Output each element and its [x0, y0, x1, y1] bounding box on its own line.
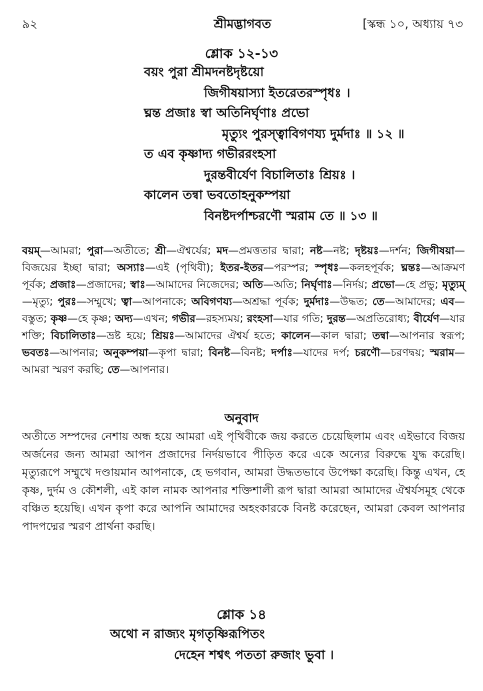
synonym-meaning: —কৃপা দ্বারা; [148, 347, 209, 359]
synonym-word: এব [440, 296, 455, 308]
verse-14-text [44, 624, 483, 665]
synonym-word: ত্বা [121, 296, 132, 308]
synonym-meaning: —নির্দয়; [332, 279, 372, 291]
synonym-word: শ্রিয়ঃ [151, 330, 175, 342]
synonym-meaning: —আমাদের; [384, 296, 441, 308]
synonym-meaning: —চরণদ্বয়; [380, 347, 430, 359]
synonym-meaning: —ঐশ্বর্যের; [166, 245, 217, 257]
synonym-meaning: —প্রজাদের; [76, 279, 131, 291]
synonym-meaning: —আপনার। [119, 364, 169, 376]
synonym-meaning: —রহস্যময়; [195, 313, 247, 325]
synonym-word: চরণৌ [354, 347, 381, 359]
synonym-meaning: —বিনষ্ট; [230, 347, 272, 359]
verse-line: বয়ং পুরা শ্রীমদনষ্টদৃষ্টয়ো [144, 64, 264, 79]
synonym-word: শ্রী [155, 245, 167, 257]
verse-14-label: শ্লোক ১৪ [216, 607, 267, 623]
synonym-word: বিচালিতাঃ [50, 330, 97, 342]
synonym-meaning: —পরস্পর; [263, 262, 316, 274]
synonym-meaning: —প্রমত্ততার দ্বারা; [228, 245, 310, 257]
synonym-word: কৃষ্ণ [50, 313, 68, 325]
synonym-meaning: —কাল দ্বারা; [310, 330, 373, 342]
synonym-meaning: —এই (পৃথিবী); [145, 262, 221, 274]
synonym-word: বীর্যেণ [413, 313, 440, 325]
synonym-word: প্রভো [371, 279, 395, 291]
synonym-meaning: —অতি; [263, 279, 302, 291]
synonym-word: নির্ঘৃণাঃ [301, 279, 333, 291]
verse-line: অথো ন রাজ্যং মৃগতৃষ্ণিরূপিতং [110, 626, 265, 641]
synonym-word: তে [372, 296, 385, 308]
synonym-word: কালেন [281, 330, 311, 342]
verse-line: বিনষ্টদর্পাশ্চরণৌ স্মরাম তে ॥ ১৩ ॥ [204, 207, 378, 223]
synonym-meaning: —উদ্ধত; [329, 296, 373, 308]
synonym-word: দৃষ্টয়ঃ [355, 245, 379, 257]
verse-line: জিগীষয়াস্যা ইতরেতরস্পৃধঃ । [204, 84, 351, 100]
translation-text: অতীতে সম্পদের নেশায় অন্ধ হয়ে আমরা এই পৃথিবীকে জয় করতে চেয়েছিলাম এবং এইভাবে বিজয় অর্জনের জন্য আমরা আপন প্রজাদের নির্দয়ভাবে পীড়িত করে একে অন্যের বিরুদ্ধে যুদ্ধ করেছি। মৃত্যুরূপে সম্মুখে দণ্ডায়মান আপনাকে, হে ভগবান, আমরা উদ্ধতভাবে উপেক্ষা করেছি। কিন্তু এখন, হে কৃষ্ণ, দুর্দম ও কৌশলী, এই কাল নামক আপনার শক্তিশালী রূপ দ্বারা আমরা আমাদের ঐশ্বর্যসমূহ থেকে বঞ্চিত হয়েছি। এখন কৃপা করে আপনি আমাদের অহংকারকে বিনষ্ট করেছেন, আমরা কেবল আপনার পাদপদ্মের স্মরণ প্রার্থনা করছি। [22, 430, 465, 533]
synonym-meaning: —বিজয়ের ইচ্ছা দ্বারা; [22, 245, 465, 274]
translation-label: অনুবাদ [224, 411, 259, 425]
synonym-word: মদ [216, 245, 229, 257]
synonym-meaning: —আমরা স্মরণ করছি; [22, 347, 465, 376]
synonym-word: বয়ম্ [22, 245, 41, 257]
synonym-meaning: —সম্মুখে; [76, 296, 122, 308]
synonym-word: স্মরাম [429, 347, 455, 359]
synonym-meaning: —আপনাকে; [131, 296, 192, 308]
synonym-word: গভীর [171, 313, 196, 325]
synonym-meaning: —এখন; [132, 313, 172, 325]
synonym-meaning: —আক্রমণ পূর্বক; [22, 262, 466, 291]
synonym-word: ইতর-ইতর [220, 262, 264, 274]
synonym-meaning: —বস্তুত; [22, 296, 465, 325]
verse-12-13-label: শ্লোক ১২-১৩ [204, 46, 279, 62]
synonym-meaning: —অতীতে; [103, 245, 156, 257]
synonym-word: তে [107, 364, 120, 376]
book-title: শ্রীমদ্ভাগবত [213, 16, 272, 31]
page-number: ৯২ [22, 17, 38, 31]
synonym-word: তন্বা [372, 330, 390, 342]
page-header [22, 16, 463, 36]
synonym-word: বিনষ্ট [208, 347, 231, 359]
synonym-word: অতি [242, 279, 264, 291]
synonym-meaning: —মৃত্যু; [22, 296, 58, 308]
synonym-meaning: —যার শক্তি; [22, 313, 465, 342]
synonym-meaning: —হে কৃষ্ণ; [67, 313, 115, 325]
synonym-meaning: —আপনার স্বরূপ; [389, 330, 465, 342]
synonym-meaning: —ভ্রষ্ট হয়ে; [96, 330, 152, 342]
synonym-meaning: —হে প্রভু; [394, 279, 443, 291]
word-for-word-synonyms [22, 243, 465, 379]
synonym-word: পুরঃ [57, 296, 77, 308]
synonym-word: রংহসা [246, 313, 273, 325]
synonym-word: ঘ্নন্তঃ [401, 262, 421, 274]
verse-line: দুরন্তবীর্যেণ বিচালিতাঃ শ্রিয়ঃ । [204, 166, 356, 182]
synonym-meaning: —অপ্রতিরোধ্য; [345, 313, 414, 325]
verse-line: কালেন তন্বা ভবতোহনুকম্পয়া [144, 187, 291, 202]
synonym-word: স্পৃধঃ [315, 262, 339, 274]
verse-line: ত এব কৃষ্ণাদ্য গভীররংহসা [144, 146, 276, 161]
verse-line: মৃত্যুং পুরস্ত্বাবিগণয্য দুর্মদাঃ ॥ ১২ ॥ [222, 125, 405, 141]
verse-12-13-text [44, 62, 483, 226]
synonym-word: দুরন্ত [327, 313, 346, 325]
synonym-meaning: —যাদের দর্প; [292, 347, 355, 359]
synonym-word: অদ্য [114, 313, 133, 325]
synonym-meaning: —আমরা; [40, 245, 87, 257]
synonym-meaning: —অশ্রদ্ধা পূর্বক; [232, 296, 304, 308]
synonym-meaning: —দর্শন; [378, 245, 417, 257]
synonym-meaning: —নষ্ট; [322, 245, 356, 257]
synonym-word: পুরা [86, 245, 104, 257]
synonym-word: প্রজাঃ [49, 279, 77, 291]
synonym-meaning: —কলহপূর্বক; [338, 262, 402, 274]
synonym-word: দর্পাঃ [271, 347, 293, 359]
synonym-word: নষ্ট [309, 245, 323, 257]
synonym-meaning: —যার গতি; [272, 313, 328, 325]
synonym-word: অস্যাঃ [117, 262, 146, 274]
synonym-word: ভবতঃ [22, 347, 50, 359]
synonym-word: অবিগণয্য [191, 296, 233, 308]
verse-line: ঘ্নন্ত প্রজাঃ স্বা অতিনির্ঘৃণাঃ প্রভো [144, 105, 310, 120]
verse-line: দেহেন শশ্বৎ পততা রুজাং ভুবা । [174, 646, 334, 662]
synonym-word: মৃত্যুম্ [442, 279, 466, 291]
synonym-meaning: —আমাদের নিজেদের; [145, 279, 243, 291]
synonym-word: দুর্মদাঃ [303, 296, 330, 308]
synonym-word: অনুকম্পয়া [103, 347, 149, 359]
synonym-meaning: —আমাদের ঐশ্বর্য হতে; [174, 330, 282, 342]
section-reference: [স্কন্ধ ১০, অধ্যায় ৭৩ [362, 17, 463, 31]
synonym-word: জিগীষয়া [416, 245, 455, 257]
synonym-word: স্বাঃ [130, 279, 146, 291]
synonym-meaning: —আপনার; [49, 347, 104, 359]
